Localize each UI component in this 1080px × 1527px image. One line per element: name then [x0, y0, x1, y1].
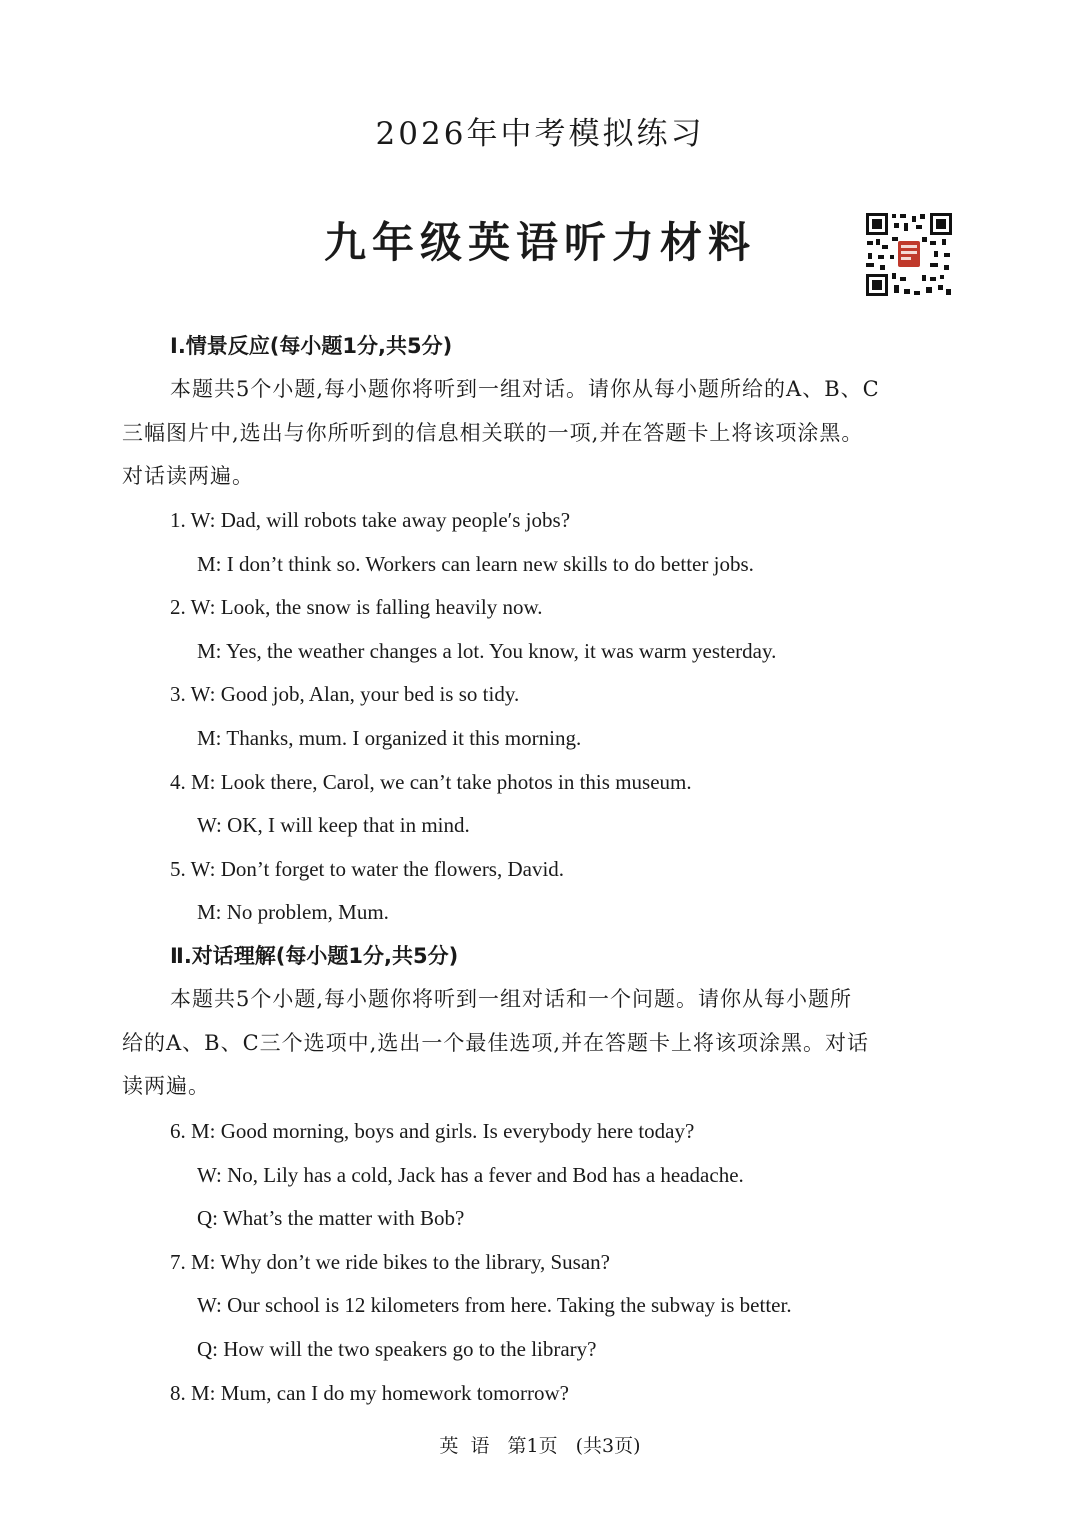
question-number: 7. — [170, 1250, 186, 1274]
page-footer — [0, 1432, 1080, 1460]
question-line — [170, 854, 1030, 884]
question-line — [170, 767, 1030, 797]
section-2-heading: Ⅱ.对话理解(每小题1分,共5分) — [170, 944, 459, 968]
dialogue-line: M: Good morning, boys and girls. Is everybody here today? — [191, 1119, 695, 1143]
question-line — [170, 592, 1030, 622]
dialogue-line: W: Dad, will robots take away people′s jobs? — [190, 508, 571, 532]
qr-code-icon — [864, 211, 954, 298]
dialogue-line: M: Mum, can I do my homework tomorrow? — [191, 1381, 569, 1405]
footer-page-number: 第1页 — [507, 1435, 558, 1457]
footer-page-total: (共3页) — [575, 1435, 641, 1457]
dialogue-line: M: I don’t think so. Workers can learn new skills to do better jobs. — [197, 552, 754, 576]
question-line — [170, 1116, 1030, 1146]
question-number: 2. — [170, 595, 186, 619]
question-number: 4. — [170, 770, 186, 794]
question-number: 3. — [170, 682, 186, 706]
section-2-instruction: 给的A、B、C三个选项中,选出一个最佳选项,并在答题卡上将该项涂黑。对话 — [122, 1031, 870, 1055]
question-number: 5. — [170, 857, 186, 881]
exam-title: 2026年中考模拟练习 — [375, 116, 705, 152]
section-2-instruction: 读两遍。 — [122, 1074, 210, 1098]
dialogue-line: M: Why don’t we ride bikes to the library, Susan? — [191, 1250, 610, 1274]
dialogue-line: Q: How will the two speakers go to the library? — [197, 1337, 597, 1361]
question-line — [170, 1247, 1030, 1277]
dialogue-line: W: Don’t forget to water the flowers, David. — [190, 857, 565, 881]
dialogue-line: W: Our school is 12 kilometers from here. Taking the subway is better. — [197, 1293, 792, 1317]
question-line — [170, 679, 1030, 709]
section-2-instruction: 本题共5个小题,每小题你将听到一组对话和一个问题。请你从每小题所 — [170, 987, 853, 1011]
section-1-instruction: 本题共5个小题,每小题你将听到一组对话。请你从每小题所给的A、B、C — [170, 377, 880, 401]
question-number: 6. — [170, 1119, 186, 1143]
dialogue-line: M: No problem, Mum. — [197, 900, 389, 924]
dialogue-line: W: No, Lily has a cold, Jack has a fever and Bod has a headache. — [197, 1163, 744, 1187]
dialogue-line: Q: What’s the matter with Bob? — [197, 1206, 465, 1230]
question-number: 8. — [170, 1381, 186, 1405]
question-line — [170, 1378, 1030, 1408]
dialogue-line: W: Good job, Alan, your bed is so tidy. — [190, 682, 520, 706]
footer-subject: 英 — [439, 1435, 459, 1457]
dialogue-line: M: Look there, Carol, we can’t take photos in this museum. — [191, 770, 692, 794]
dialogue-line: W: OK, I will keep that in mind. — [197, 813, 470, 837]
section-1-instruction: 对话读两遍。 — [122, 464, 254, 488]
dialogue-line: M: Thanks, mum. I organized it this morning. — [197, 726, 582, 750]
dialogue-line: M: Yes, the weather changes a lot. You know, it was warm yesterday. — [197, 639, 777, 663]
page-title: 九年级英语听力材料 — [323, 218, 756, 267]
question-number: 1. — [170, 508, 186, 532]
question-line — [170, 505, 1030, 535]
section-1-heading: Ⅰ.情景反应(每小题1分,共5分) — [170, 334, 453, 358]
dialogue-line: W: Look, the snow is falling heavily now. — [190, 595, 543, 619]
footer-subject: 语 — [470, 1435, 490, 1457]
section-1-instruction: 三幅图片中,选出与你所听到的信息相关联的一项,并在答题卡上将该项涂黑。 — [122, 421, 864, 445]
